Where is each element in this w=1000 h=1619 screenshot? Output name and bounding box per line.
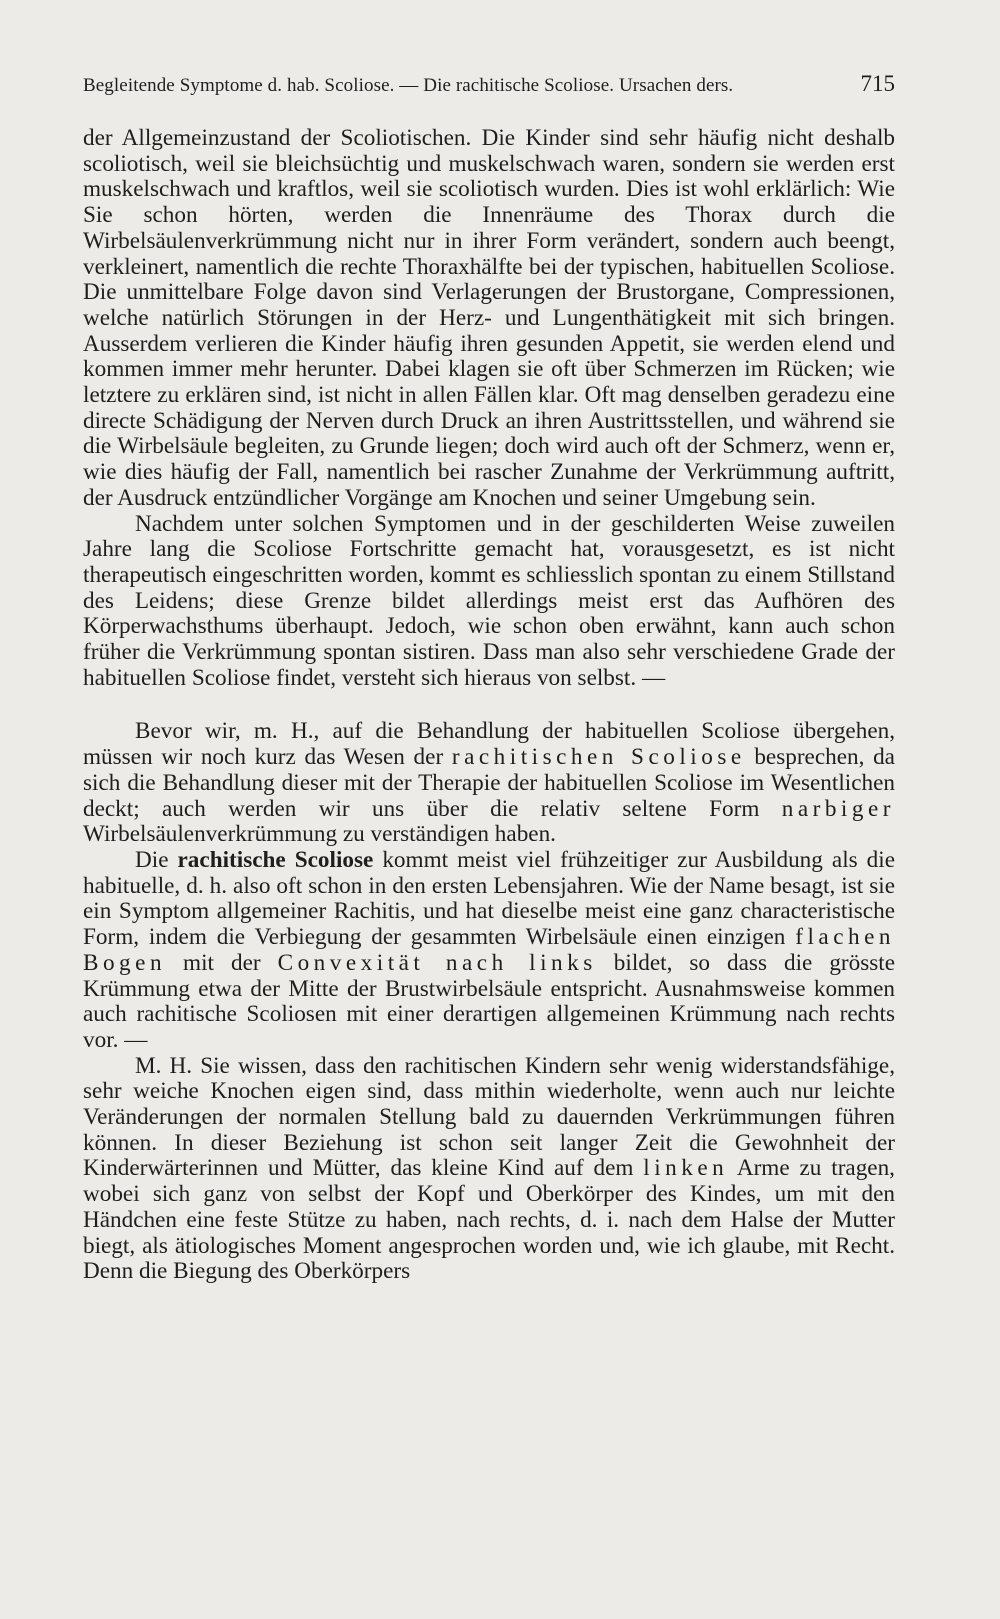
page-number: 715 xyxy=(860,71,895,96)
text-run: mit der xyxy=(166,949,278,976)
text-run: Die xyxy=(135,846,178,873)
running-header-title: Begleitende Symptome d. hab. Scoliose. — Die rachitische Scoliose. Ursachen ders. xyxy=(83,75,734,96)
text-run: M. H. Sie wissen, dass den rachitischen Kindern sehr wenig widerstandsfähige, sehr weiche Knochen eigen sind, dass mithin wiederholte, wenn auch nur leichte Veränderungen der normalen Stellung bald zu dauernden Verkrümmungen führen können. In dieser Beziehung ist schon seit langer Zeit die Gewohnheit der Kinderwärterinnen und Mütter, das kleine Kind auf dem xyxy=(83,1052,895,1182)
paragraph xyxy=(83,848,895,1054)
text-run: besprechen, da sich die Behandlung dieser mit der Therapie der habituellen Scoliose im Wesentlichen deckt; auch werden wir uns über die relativ seltene Form xyxy=(83,744,895,822)
text-run: Wirbelsäulenverkrümmung zu verständigen haben. xyxy=(83,821,556,848)
text-run: kommt meist viel frühzeitiger zur Ausbildung als die habituelle, d. h. also oft schon in den ersten Lebensjahren. Wie der Name besagt, ist sie ein Symptom allgemeiner Rachitis, und hat dieselbe meist eine ganz characteristische Form, indem die Verbiegung der gesammten Wirbelsäule einen einzigen xyxy=(83,846,896,951)
paragraph xyxy=(83,1054,895,1285)
text-run: Bevor wir, m. H., auf die Behandlung der habituellen Scoliose übergehen, müssen wir noch kurz das Wesen der xyxy=(83,718,895,771)
emphasis-spaced: linken xyxy=(643,1155,729,1182)
emphasis-spaced: rachitischen Scoliose xyxy=(451,744,746,771)
text-run: der Allgemeinzustand der Scoliotischen. Die Kinder sind sehr häufig nicht deshalb scoliotisch, weil sie bleichsüchtig und muskelschwach waren, sondern sie werden erst muskelschwach und kraftlos, weil sie scoliotisch wurden. Dies ist wohl erklärlich: Wie Sie schon hörten, werden die Innenräume des Thorax durch die Wirbelsäulenverkrümmung nicht nur in ihrer Form verändert, sondern auch beengt, verkleinert, namentlich die rechte Thoraxhälfte bei der typischen, habituellen Scoliose. Die unmittelbare Folge davon sind Verlagerungen der Brustorgane, Compressionen, welche natürlich Störungen in der Herz- und Lungenthätigkeit mit sich bringen. Ausserdem verlieren die Kinder häufig ihren gesunden Appetit, sie werden elend und kommen immer mehr herunter. Dabei klagen sie oft über Schmerzen im Rücken; wie letztere zu erklären sind, ist nicht in allen Fällen klar. Oft mag denselben geradezu eine directe Schädigung der Nerven durch Druck an ihren Austrittsstellen, und während sie die Wirbelsäule begleiten, zu Grunde liegen; doch wird auch oft der Schmerz, wenn er, wie dies häufig der Fall, namentlich bei rascher Zunahme der Verkrümmung auftritt, der Ausdruck entzündlicher Vorgänge am Knochen und seiner Umgebung sein. xyxy=(83,125,895,511)
emphasis-spaced: Convexität nach links xyxy=(277,949,597,976)
section-gap xyxy=(83,691,895,719)
book-page xyxy=(83,72,895,1285)
paragraph xyxy=(83,126,895,512)
emphasis-spaced: flachen Bogen xyxy=(83,924,895,976)
body-text xyxy=(83,126,895,1285)
paragraph xyxy=(83,512,895,692)
text-run: bildet, so dass die grösste Krümmung etwa der Mitte der Brustwirbelsäule entspricht. Ausnahmsweise kommen auch rachitische Scoliosen mit einer derartigen allgemeinen Krümmung nach rechts vor. — xyxy=(83,949,896,1053)
text-run: Nachdem unter solchen Symptomen und in der geschilderten Weise zuweilen Jahre lang die Scoliose Fortschritte gemacht hat, vorausgesetzt, es ist nicht therapeutisch eingeschritten worden, kommt es schliesslich spontan zu einem Stillstand des Leidens; diese Grenze bildet allerdings meist erst das Aufhören des Körperwachsthums überhaupt. Jedoch, wie schon oben erwähnt, kann auch schon früher die Verkrümmung spontan sistiren. Dass man also sehr verschiedene Grade der habituellen Scoliose findet, versteht sich hieraus von selbst. — xyxy=(83,510,895,691)
running-header xyxy=(83,72,895,98)
paragraph xyxy=(83,719,895,848)
emphasis-spaced: narbiger xyxy=(781,795,895,822)
emphasis-bold: rachitische Scoliose xyxy=(177,846,374,873)
text-run: Arme zu tragen, wobei sich ganz von selbst der Kopf und Oberkörper des Kindes, um mit den Händchen eine feste Stütze zu haben, nach rechts, d. i. nach dem Halse der Mutter biegt, als ätiologisches Moment angesprochen worden und, wie ich glaube, mit Recht. Denn die Biegung des Oberkörpers xyxy=(83,1155,895,1285)
